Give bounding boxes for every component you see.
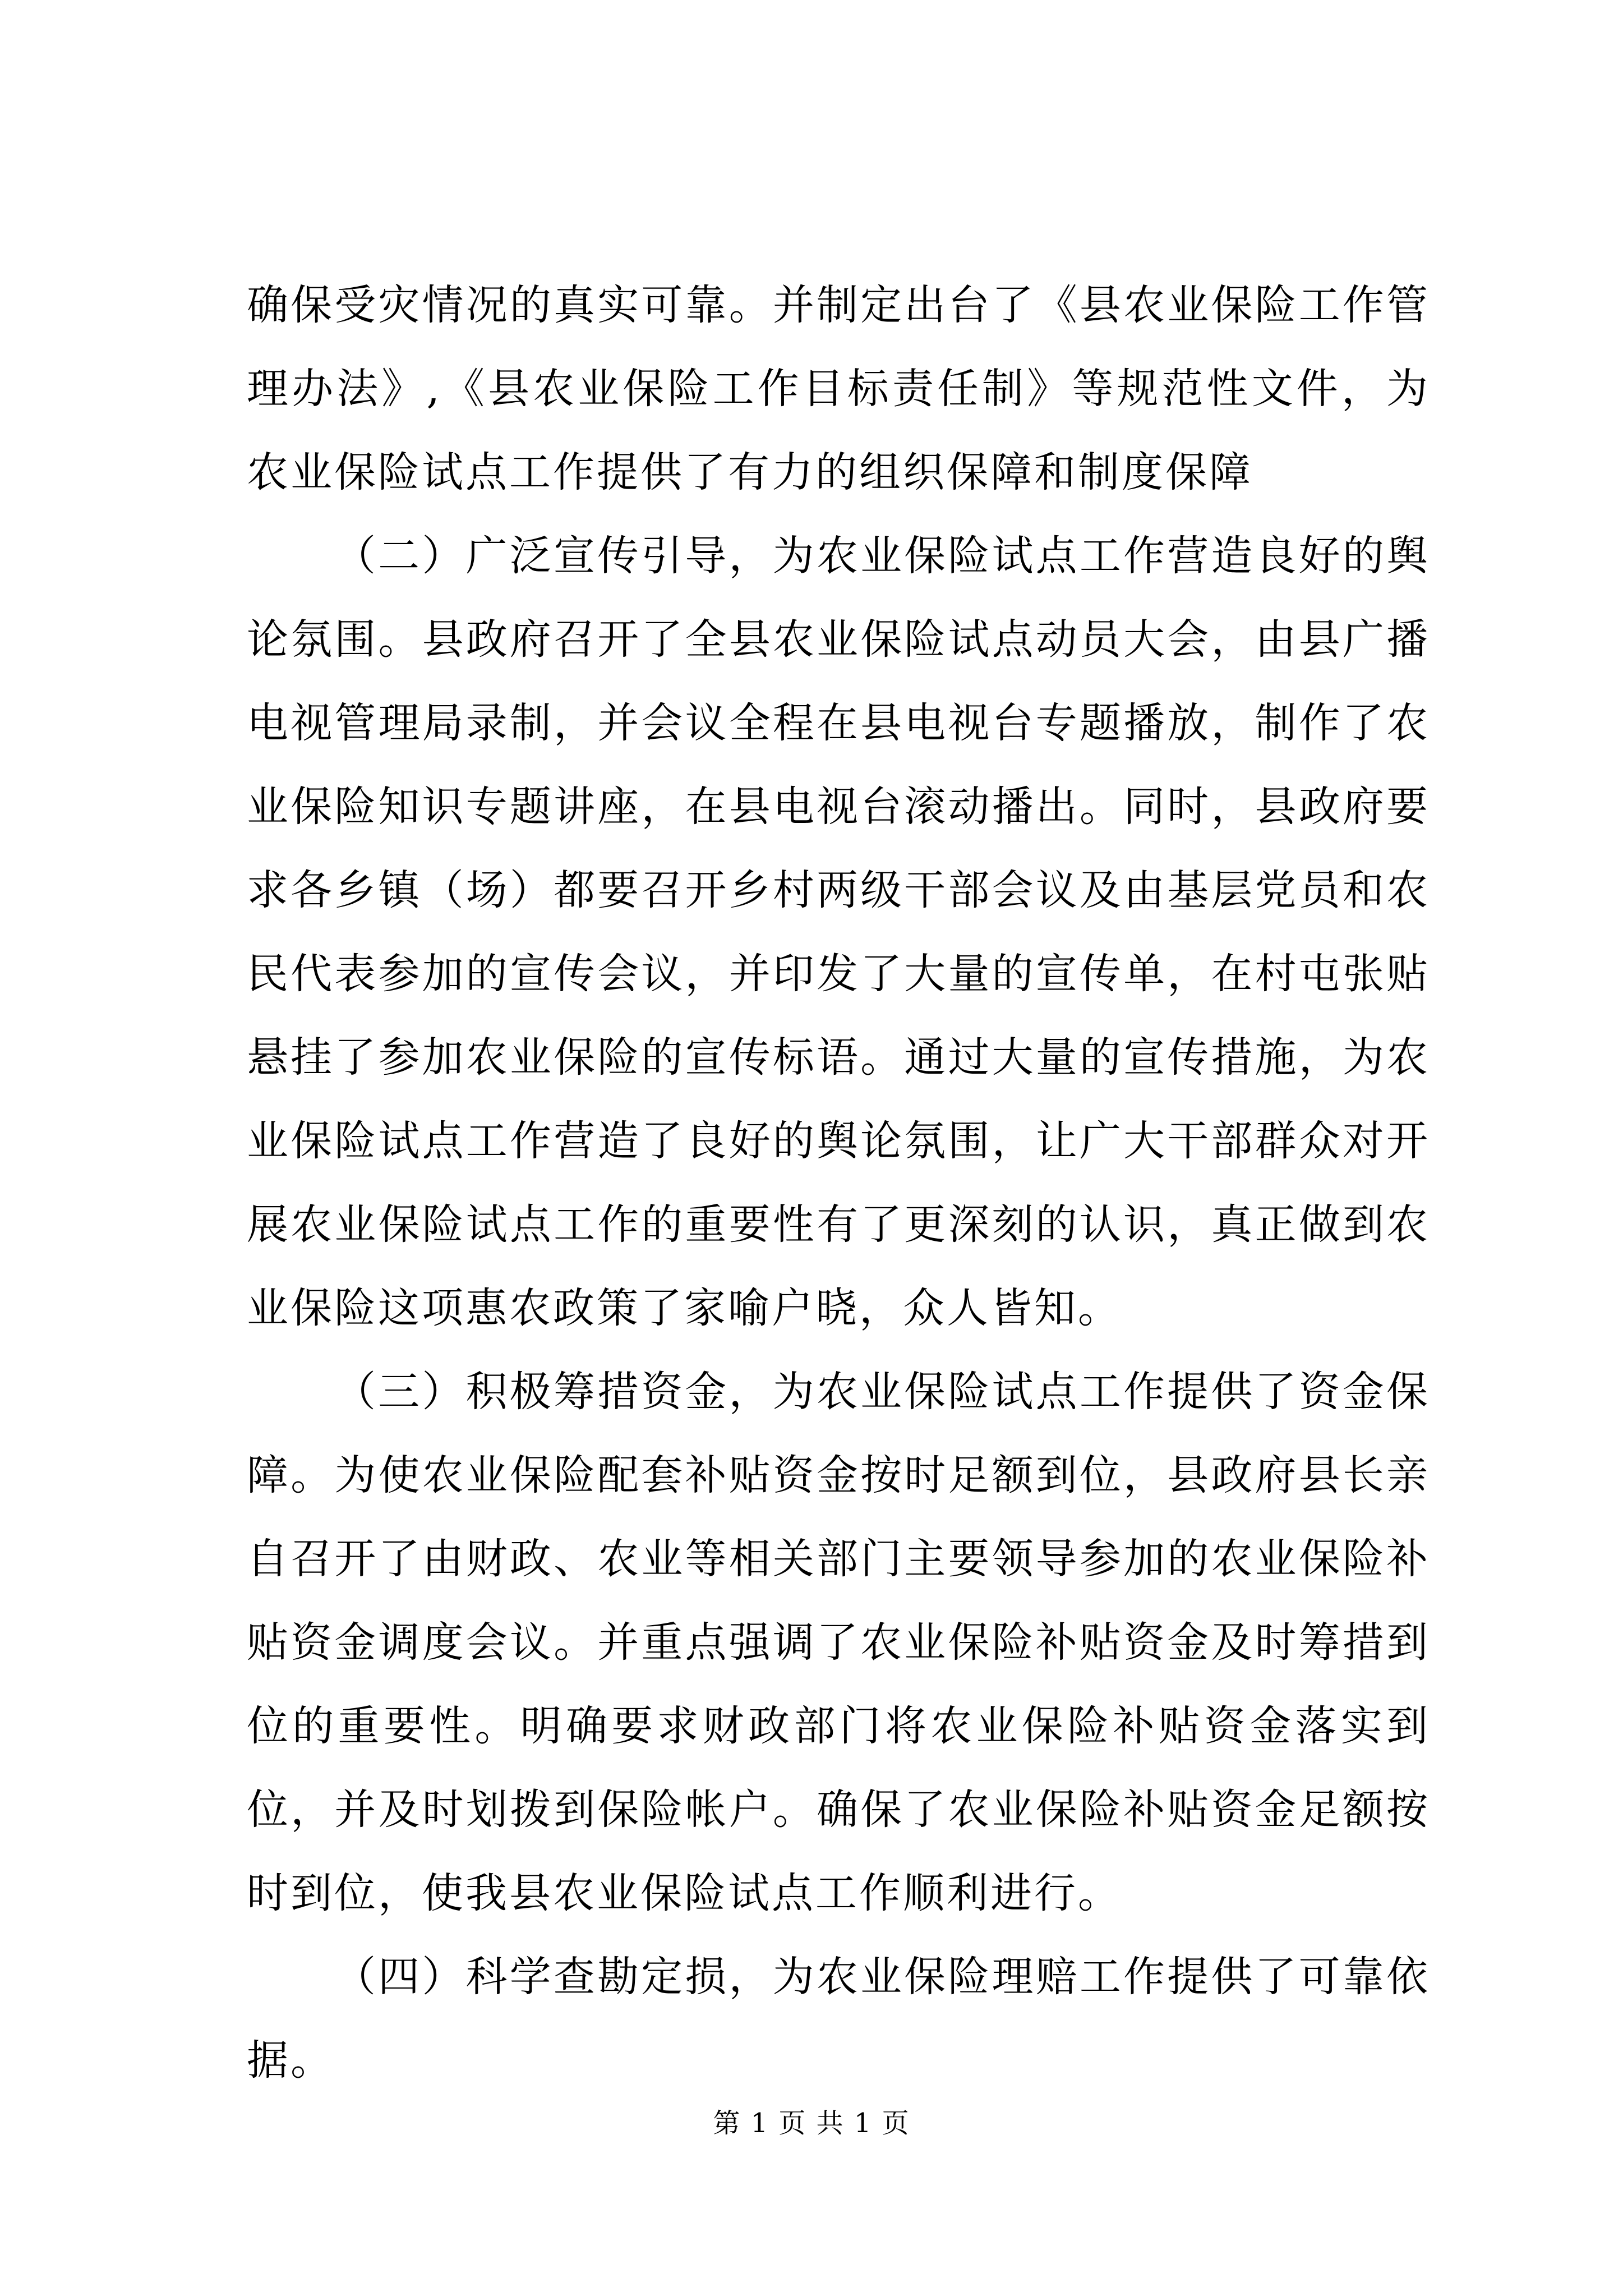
paragraph: （二）广泛宣传引导，为农业保险试点工作营造良好的舆论氛围。县政府召开了全县农业保险试点动员大会，由县广播电视管理局录制，并会议全程在县电视台专题播放，制作了农业保险知识专题讲座，在县电视台滚动播出。同时，县政府要求各乡镇（场）都要召开乡村两级干部会议及由基层党员和农民代表参加的宣传会议，并印发了大量的宣传单，在村屯张贴悬挂了参加农业保险的宣传标语。通过大量的宣传措施，为农业保险试点工作营造了良好的舆论氛围，让广大干部群众对开展农业保险试点工作的重要性有了更深刻的认识，真正做到农业保险这项惠农政策了家喻户晓，众人皆知。 — [247, 532, 1430, 1332]
paragraph: 确保受灾情况的真实可靠。并制定出台了《县农业保险工作管理办法》,《县农业保险工作目标责任制》等规范性文件，为农业保险试点工作提供了有力的组织保障和制度保障 — [247, 281, 1430, 496]
paragraph: （三）积极筹措资金，为农业保险试点工作提供了资金保障。为使农业保险配套补贴资金按时足额到位，县政府县长亲自召开了由财政、农业等相关部门主要领导参加的农业保险补贴资金调度会议。并重点强调了农业保险补贴资金及时筹措到位的重要性。明确要求财政部门将农业保险补贴资金落实到位，并及时划拨到保险帐户。确保了农业保险补贴资金足额按时到位，使我县农业保险试点工作顺利进行。 — [247, 1368, 1430, 1917]
paragraph: （四）科学查勘定损，为农业保险理赔工作提供了可靠依据。 — [247, 1953, 1430, 2085]
document-body — [247, 264, 1430, 2102]
page-number-footer: 第 1 页 共 1 页 — [713, 2108, 910, 2139]
